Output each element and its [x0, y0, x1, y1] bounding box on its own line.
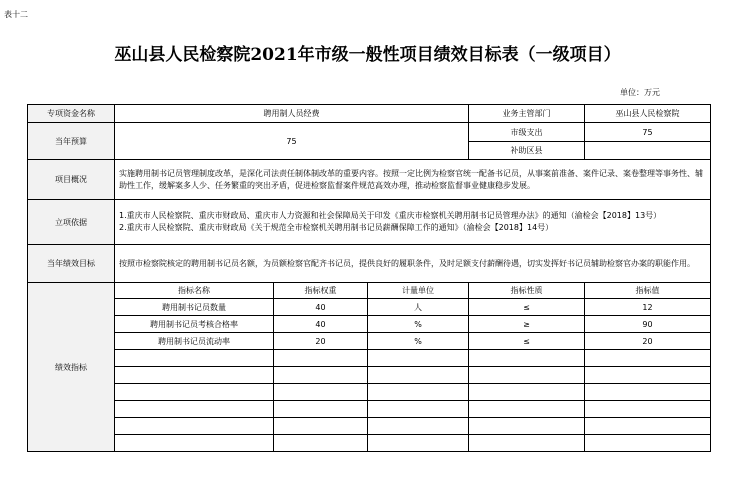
- empty-cell: [469, 418, 585, 435]
- basis-label: 立项依据: [28, 200, 115, 245]
- empty-cell: [368, 418, 469, 435]
- empty-cell: [469, 350, 585, 367]
- indicator-nature: ≤: [469, 333, 585, 350]
- empty-cell: [585, 401, 711, 418]
- indicator-name: 聘用制书记员流动率: [115, 333, 274, 350]
- indicator-weight: 40: [274, 316, 368, 333]
- indicator-header-weight: 指标权重: [274, 283, 368, 299]
- city-expense-label: 市级支出: [469, 123, 585, 142]
- empty-row: [28, 350, 711, 367]
- empty-row: [28, 435, 711, 452]
- indicator-name: 聘用制书记员考核合格率: [115, 316, 274, 333]
- empty-row: [28, 384, 711, 401]
- indicator-value: 12: [585, 299, 711, 316]
- basis-item-1: 1.重庆市人民检察院、重庆市财政局、重庆市人力资源和社会保障局关于印发《重庆市检察机关聘用制书记员管理办法》的通知（渝检会【2018】13号）: [119, 211, 662, 220]
- empty-cell: [469, 384, 585, 401]
- table-row: [28, 316, 711, 333]
- table-row: [28, 333, 711, 350]
- dept-value: 巫山县人民检察院: [585, 105, 711, 123]
- empty-cell: [368, 350, 469, 367]
- page-title: 巫山县人民检察院2021年市级一般性项目绩效目标表（一级项目）: [114, 45, 621, 65]
- empty-cell: [469, 401, 585, 418]
- indicator-header-nature: 指标性质: [469, 283, 585, 299]
- indicators-label: 绩效指标: [28, 283, 115, 452]
- empty-cell: [115, 384, 274, 401]
- dept-label: 业务主管部门: [469, 105, 585, 123]
- indicator-weight: 40: [274, 299, 368, 316]
- basis-cell: [115, 200, 711, 245]
- budget-value: 75: [115, 123, 469, 160]
- city-expense-value: 75: [585, 123, 711, 142]
- empty-cell: [585, 367, 711, 384]
- indicator-nature: ≤: [469, 299, 585, 316]
- empty-cell: [368, 401, 469, 418]
- empty-cell: [368, 384, 469, 401]
- empty-cell: [274, 367, 368, 384]
- empty-cell: [585, 350, 711, 367]
- empty-cell: [274, 435, 368, 452]
- empty-cell: [368, 367, 469, 384]
- table-row: [28, 299, 711, 316]
- empty-cell: [469, 435, 585, 452]
- indicator-unit: %: [368, 316, 469, 333]
- indicator-unit: 人: [368, 299, 469, 316]
- empty-cell: [585, 418, 711, 435]
- empty-cell: [115, 435, 274, 452]
- indicator-unit: %: [368, 333, 469, 350]
- indicator-value: 90: [585, 316, 711, 333]
- indicator-nature: ≥: [469, 316, 585, 333]
- empty-cell: [368, 435, 469, 452]
- goal-text: 按照市检察院核定的聘用制书记员名额，为员额检察官配齐书记员，提供良好的履职条件，及时足额支付薪酬待遇，切实发挥好书记员辅助检察官办案的职能作用。: [115, 245, 711, 283]
- indicator-value: 20: [585, 333, 711, 350]
- goal-label: 当年绩效目标: [28, 245, 115, 283]
- fund-name-label: 专项资金名称: [28, 105, 115, 123]
- empty-cell: [115, 418, 274, 435]
- indicator-weight: 20: [274, 333, 368, 350]
- fund-name-value: 聘用制人员经费: [115, 105, 469, 123]
- budget-label: 当年预算: [28, 123, 115, 160]
- indicator-header-unit: 计量单位: [368, 283, 469, 299]
- overview-label: 项目概况: [28, 160, 115, 200]
- performance-table: [27, 104, 711, 452]
- district-subsidy-label: 补助区县: [469, 142, 585, 160]
- empty-cell: [585, 435, 711, 452]
- indicator-header-value: 指标值: [585, 283, 711, 299]
- empty-cell: [469, 367, 585, 384]
- empty-row: [28, 418, 711, 435]
- empty-row: [28, 367, 711, 384]
- indicator-header-name: 指标名称: [115, 283, 274, 299]
- empty-cell: [115, 401, 274, 418]
- empty-cell: [115, 367, 274, 384]
- empty-cell: [115, 350, 274, 367]
- overview-text: 实施聘用制书记员管理制度改革，是深化司法责任制体制改革的重要内容。按照一定比例为检察官统一配备书记员，从事案前准备、案件记录、案卷整理等事务性、辅助性工作，缓解案多人少、任务繁重的突出矛盾，促进检察监督案件规范高效办理，推动检察监督事业健康稳步发展。: [115, 160, 711, 200]
- empty-cell: [274, 401, 368, 418]
- empty-cell: [274, 418, 368, 435]
- table-tag: 表十二: [4, 10, 28, 19]
- empty-cell: [585, 384, 711, 401]
- empty-cell: [274, 384, 368, 401]
- district-subsidy-value: [585, 142, 711, 160]
- basis-item-2: 2.重庆市人民检察院、重庆市财政局《关于规范全市检察机关聘用制书记员薪酬保障工作的通知》（渝检会【2018】14号）: [119, 223, 554, 232]
- empty-row: [28, 401, 711, 418]
- empty-cell: [274, 350, 368, 367]
- indicator-name: 聘用制书记员数量: [115, 299, 274, 316]
- unit-label: 单位：万元: [620, 88, 660, 97]
